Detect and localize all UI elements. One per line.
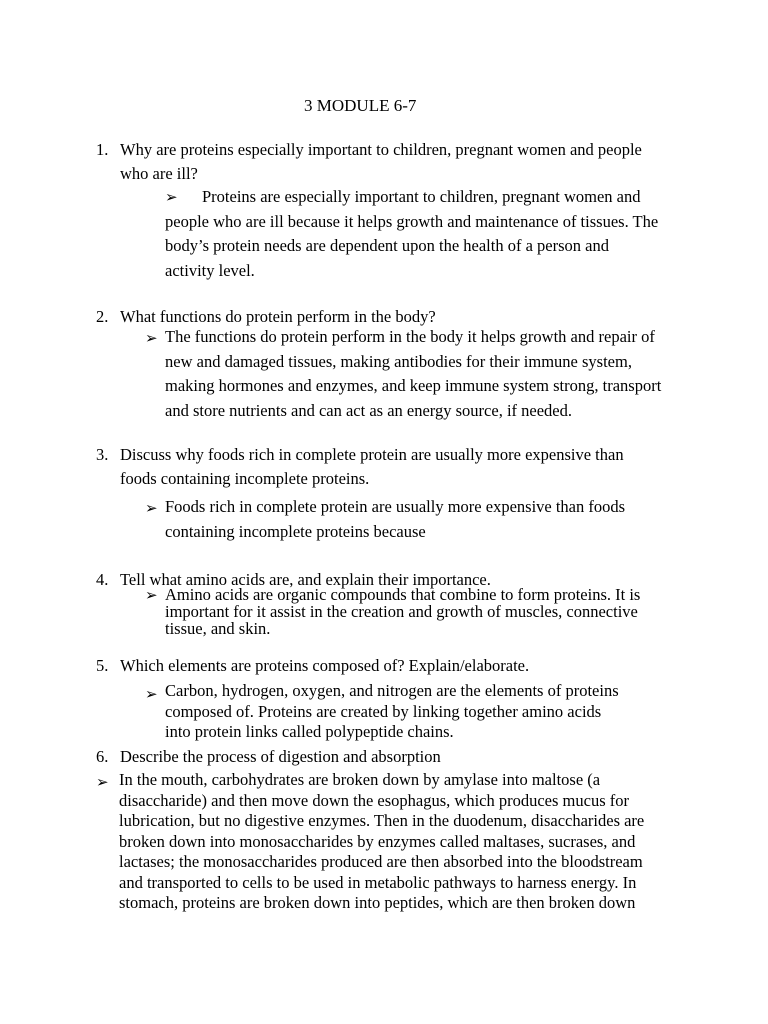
answer-2: The functions do protein perform in the body it helps growth and repair of new and damaged tissues, making antibodies for their immune system, making hormones and enzymes, and keep immune system strong, transport and store nutrients and can act as an energy source, if needed. [165,327,662,420]
answer-3: Foods rich in complete protein are usually more expensive than foods containing incomplete proteins because [165,497,626,541]
question-3 [96,443,624,488]
answer-6: In the mouth, carbohydrates are broken down by amylase into maltose (a disaccharide) and then move down the esophagus, which produces mucus for lubrication, but no digestive enzymes. Then in the duodenum, disaccharides are broken down into monosaccharides by enzymes called maltases, sucrases, and lactases; the monosaccharides produced are then absorbed into the bloodstream and transported to cells to be used in metabolic pathways to harness energy. In stomach, proteins are broken down into peptides, which are then broken down [119,770,645,912]
question-number: 1. [96,140,109,159]
question-4 [96,568,491,592]
arrow-bullet-icon: ➢ [96,775,109,791]
arrow-bullet-icon: ➢ [145,687,158,703]
answer-4: Amino acids are organic compounds that combine to form proteins. It is important for it assist in the creation and growth of muscles, connective tissue, and skin. [165,585,641,638]
question-number: 3. [96,445,109,464]
question-2 [96,305,436,329]
question-text: Discuss why foods rich in complete protein are usually more expensive than foods containing incomplete proteins. [120,445,624,488]
arrow-bullet-icon: ➢ [165,190,178,206]
question-number: 6. [96,747,109,766]
question-text: Tell what amino acids are, and explain their importance. [120,570,491,589]
arrow-bullet-icon: ➢ [145,501,158,517]
answer-5: Carbon, hydrogen, oxygen, and nitrogen are the elements of proteins composed of. Proteins are created by linking together amino acids into protein links called polypeptide chains. [165,681,619,741]
question-text: Describe the process of digestion and absorption [120,747,441,766]
question-5 [96,654,530,678]
question-number: 2. [96,307,109,326]
question-text: What functions do protein perform in the body? [120,307,436,326]
question-text: Which elements are proteins composed of? Explain/elaborate. [120,656,530,675]
question-number: 4. [96,570,109,589]
arrow-bullet-icon: ➢ [145,331,158,347]
question-text: Why are proteins especially important to children, pregnant women and people who are ill? [120,140,642,183]
page-title: 3 MODULE 6-7 [304,96,417,115]
question-number: 5. [96,656,109,675]
answer-1: Proteins are especially important to children, pregnant women and people who are ill because it helps growth and maintenance of tissues. The body’s protein needs are dependent upon the health of a person and activity level. [165,187,659,280]
question-6 [96,745,441,769]
arrow-bullet-icon: ➢ [145,588,158,604]
question-1 [96,138,642,183]
